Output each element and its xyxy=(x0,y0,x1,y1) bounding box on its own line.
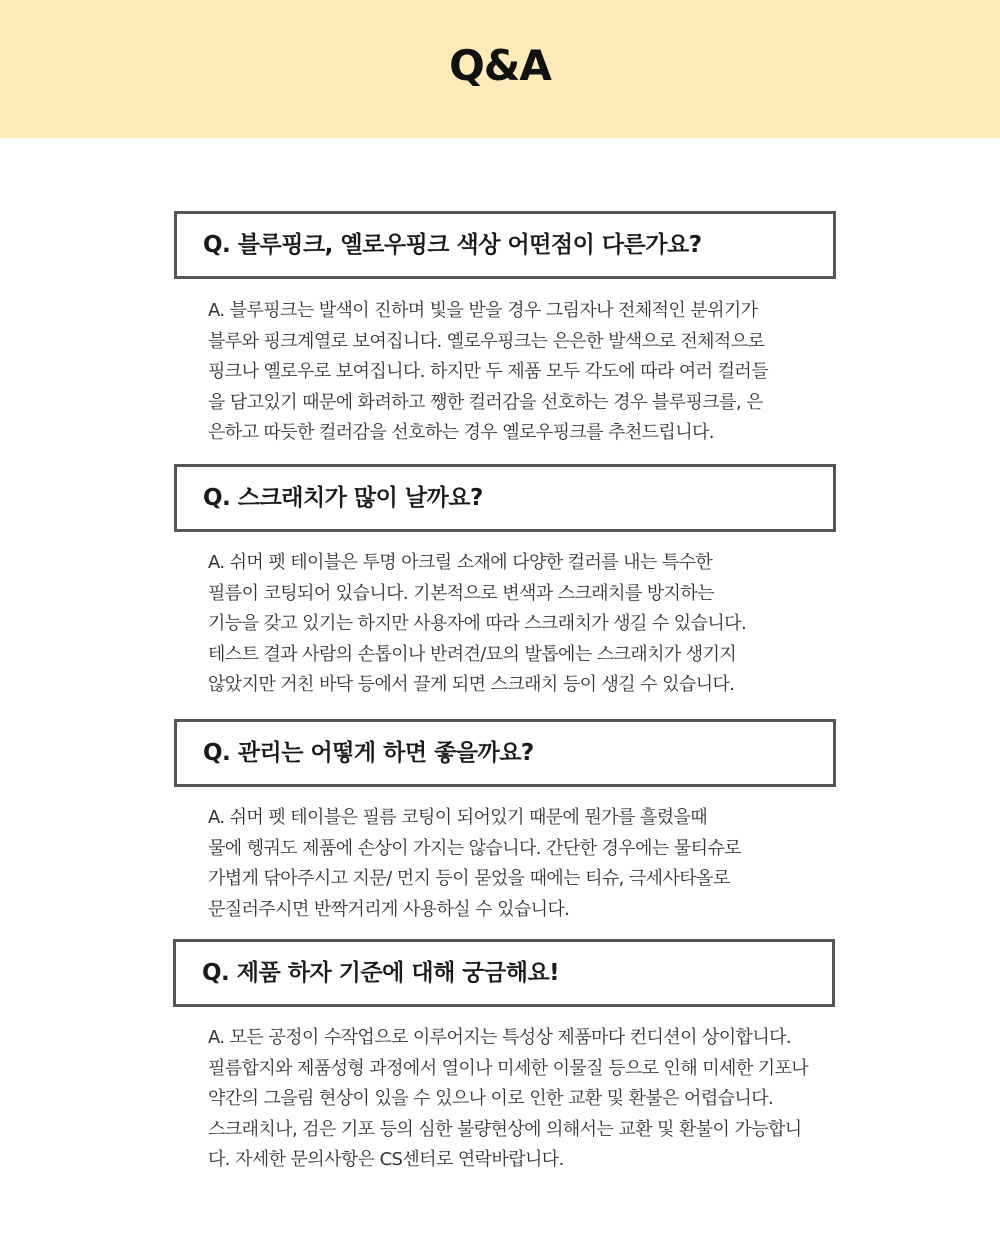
answer-line: 약간의 그을림 현상이 있을 수 있으나 이로 인한 교환 및 환불은 어렵습니다. xyxy=(208,1088,774,1110)
answer-line: 블루와 핑크계열로 보여집니다. 옐로우핑크는 은은한 발색으로 전체적으로 xyxy=(208,330,765,352)
question-text-2: Q. 스크래치가 많이 날까요? xyxy=(203,485,483,511)
answer-line: 물에 헹궈도 제품에 손상이 가지는 않습니다. 간단한 경우에는 물티슈로 xyxy=(208,837,741,859)
answer-line: 핑크나 옐로우로 보여집니다. 하지만 두 제품 모두 각도에 따라 여러 컬러들 xyxy=(208,361,768,383)
answer-line: 문질러주시면 반짝거리게 사용하실 수 있습니다. xyxy=(208,898,570,920)
answer-line: A. 모든 공정이 수작업으로 이루어지는 특성상 제품마다 컨디션이 상이합니다. xyxy=(208,1027,792,1048)
answer-text-1 xyxy=(208,296,836,449)
answer-line: 기능을 갖고 있기는 하지만 사용자에 따라 스크래치가 생길 수 있습니다. xyxy=(208,613,747,635)
question-box-4 xyxy=(173,939,835,1007)
answer-line: 않았지만 거친 바닥 등에서 끌게 되면 스크래치 등이 생길 수 있습니다. xyxy=(208,674,735,696)
question-box-1 xyxy=(174,211,836,279)
answer-text-2 xyxy=(208,548,836,701)
answer-line: 다. 자세한 문의사항은 CS센터로 연락바랍니다. xyxy=(208,1149,564,1171)
answer-text-4 xyxy=(208,1023,848,1176)
answer-text-3 xyxy=(208,803,836,925)
page-title: Q&A xyxy=(449,41,551,90)
answer-line: 을 담고있기 때문에 화려하고 쨍한 컬러감을 선호하는 경우 블루핑크를, 은 xyxy=(208,391,763,413)
answer-line: 테스트 결과 사람의 손톱이나 반려견/묘의 발톱에는 스크래치가 생기지 xyxy=(208,643,737,665)
answer-line: A. 쉬머 펫 테이블은 필름 코팅이 되어있기 때문에 뭔가를 흘렸을때 xyxy=(208,807,708,828)
question-text-3: Q. 관리는 어떻게 하면 좋을까요? xyxy=(203,740,534,766)
header-banner xyxy=(0,0,1000,138)
answer-line: 필름합지와 제품성형 과정에서 열이나 미세한 이물질 등으로 인해 미세한 기포나 xyxy=(208,1057,809,1079)
question-box-3 xyxy=(174,719,836,787)
answer-line: 필름이 코팅되어 있습니다. 기본적으로 변색과 스크래치를 방지하는 xyxy=(208,582,714,604)
answer-line: 스크래치나, 검은 기포 등의 심한 불량현상에 의해서는 교환 및 환불이 가능합니 xyxy=(208,1118,802,1140)
question-box-2 xyxy=(174,464,836,532)
answer-line: A. 쉬머 펫 테이블은 투명 아크릴 소재에 다양한 컬러를 내는 특수한 xyxy=(208,552,713,573)
answer-line: A. 블루핑크는 발색이 진하며 빛을 받을 경우 그림자나 전체적인 분위기가 xyxy=(208,300,758,321)
question-text-1: Q. 블루핑크, 옐로우핑크 색상 어떤점이 다른가요? xyxy=(203,232,702,258)
answer-line: 가볍게 닦아주시고 지문/ 먼지 등이 묻었을 때에는 티슈, 극세사타올로 xyxy=(208,868,730,890)
question-text-4: Q. 제품 하자 기준에 대해 궁금해요! xyxy=(202,960,560,986)
answer-line: 은하고 따듯한 컬러감을 선호하는 경우 옐로우핑크를 추천드립니다. xyxy=(208,422,714,444)
